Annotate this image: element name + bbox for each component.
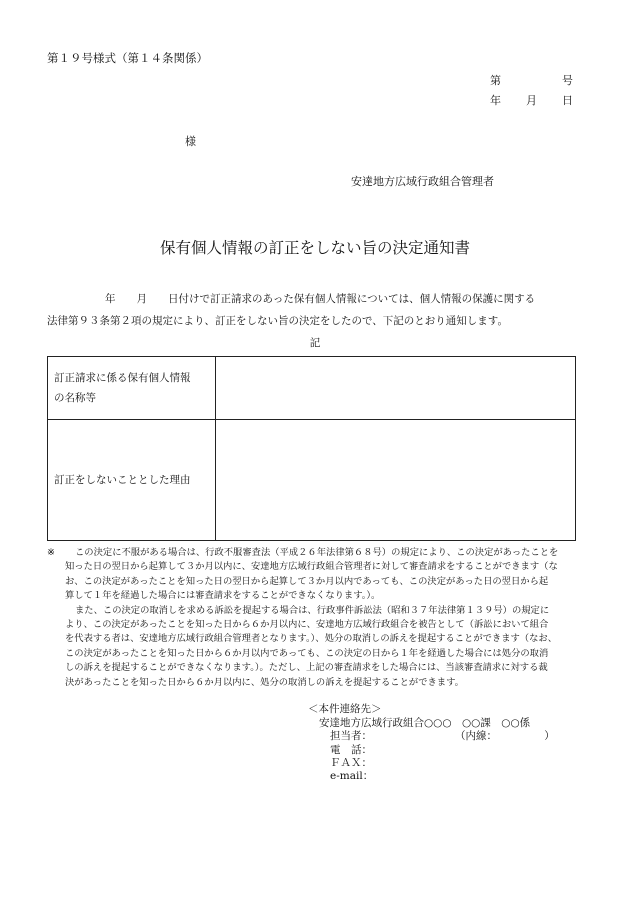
contact-phone-label: 電 話： — [330, 744, 372, 756]
reason-value — [216, 420, 576, 541]
notice-line: お、この決定があったことを知った日の翌日から起算して３か月以内であっても、この決定があった日の翌日から起 — [65, 575, 549, 587]
ki-marker: 記 — [309, 337, 321, 349]
date-year-label: 年 — [490, 94, 501, 107]
date-day-label: 日 — [562, 94, 573, 107]
contact-person-label: 担当者： — [330, 730, 372, 742]
notice-line: を代表する者は、安達地方広域行政組合管理者となります。）、処分の取消しの訴えを提起することができます（なお、 — [65, 633, 557, 645]
notice-line: この決定があったことを知った日から６か月以内であっても、この決定の日から１年を経過した場合には処分の取消 — [65, 647, 549, 659]
recipient-honorific: 様 — [185, 135, 196, 148]
notice-line — [65, 604, 587, 618]
info-name-value — [216, 357, 576, 420]
document-number-suffix: 号 — [562, 74, 573, 87]
row-label-info-name-line-1: 訂正請求に係る保有個人情報 — [54, 372, 191, 384]
notice-line — [65, 546, 587, 560]
form-number: 第１９号様式（第１４条関係） — [47, 51, 208, 65]
notice-paragraph-appeal — [65, 546, 587, 604]
contact-extension-label: （内線： ） — [455, 730, 555, 742]
row-label-reason: 訂正をしないこととした理由 — [48, 420, 216, 541]
page-title: 保有個人情報の訂正をしない旨の決定通知書 — [159, 239, 470, 257]
notice-line: 算して１年を経過した場合には審査請求をすることができなくなります。）。 — [65, 590, 381, 602]
row-label-info-name-line-2: の名称等 — [54, 392, 96, 404]
notice-line: しの訴えを提起することができなくなります。）。ただし、上記の審査請求をした場合には、当該審査請求に対する裁 — [65, 662, 548, 674]
notice-line: 決があったことを知った日から６か月以内に、処分の取消しの訴えを提起することができます。 — [65, 676, 464, 688]
notice-paragraph-lawsuit — [65, 604, 587, 690]
body-text-line-1-content: 年 月 日付けで訂正請求のあった保有個人情報については、個人情報の保護に関する — [105, 293, 536, 305]
table-row — [48, 420, 576, 541]
date-month-label: 月 — [526, 94, 537, 107]
document-number-label: 第 — [490, 74, 501, 87]
body-text-line-2: 法律第９３条第２項の規定により、訂正をしない旨の決定をしたので、下記のとおり通知します。 — [47, 315, 508, 327]
notice-line: 知った日の翌日から起算して３か月以内に、安達地方広域行政組合管理者に対して審査請求をすることができます（な — [65, 561, 558, 573]
notice-section — [47, 546, 587, 690]
contact-email-label: e-mail： — [330, 770, 374, 782]
note-mark: ※ — [47, 547, 55, 558]
contact-organization: 安達地方広域行政組合○○○ ○○課 ○○係 — [319, 717, 531, 729]
contact-fax-label: ＦＡＸ： — [330, 757, 372, 769]
notice-line-text: この決定に不服がある場合は、行政不服審査法（平成２６年法律第６８号）の規定により、この決定があったことを — [75, 547, 559, 558]
contact-heading: ＜本件連絡先＞ — [308, 703, 382, 715]
body-text-line-1 — [47, 291, 535, 306]
row-label-info-name — [48, 357, 216, 420]
notice-line-text: また、この決定の取消しを求める訴訟を提起する場合は、行政事件訴訟法（昭和３７年法律第１３９号）の規定に — [75, 604, 550, 616]
notice-line: より、この決定があったことを知った日から６か月以内に、安達地方広域行政組合を被告として（訴訟において組合 — [65, 618, 549, 630]
info-table — [47, 356, 576, 541]
issuer: 安達地方広域行政組合管理者 — [351, 175, 494, 188]
table-row — [48, 357, 576, 420]
